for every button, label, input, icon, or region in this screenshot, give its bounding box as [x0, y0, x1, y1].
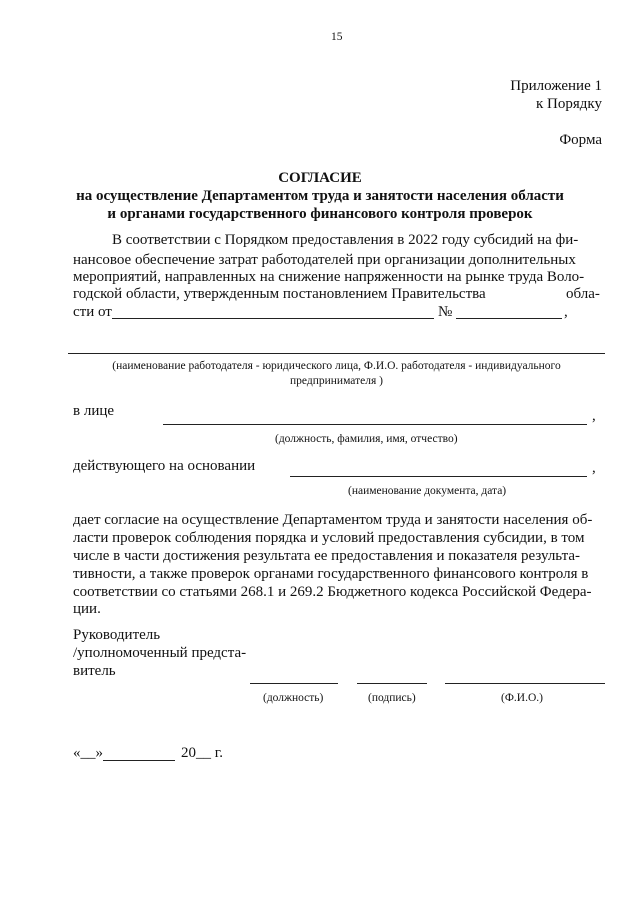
employer-caption-1: (наименование работодателя - юридического лица, Ф.И.О. работодателя - индивидуального	[112, 360, 561, 372]
number-sign: №	[438, 304, 453, 320]
in-person-caption: (должность, фамилия, имя, отчество)	[275, 433, 458, 445]
intro-line-3: мероприятий, направленных на снижение напряженности на рынке труда Воло-	[73, 269, 585, 285]
signatory-line-1: Руководитель	[73, 627, 161, 643]
employer-name-line	[68, 353, 605, 354]
in-person-comma: ,	[592, 408, 596, 424]
basis-comma: ,	[592, 460, 596, 476]
page-number: 15	[331, 31, 343, 43]
intro-line-4-end: обла-	[566, 286, 600, 302]
date-day: «__»	[73, 745, 103, 761]
basis-caption: (наименование документа, дата)	[348, 485, 507, 497]
in-person-line	[163, 424, 587, 425]
title-subline-2: и органами государственного финансового контроля проверок	[107, 206, 533, 222]
intro-comma: ,	[564, 304, 568, 320]
position-caption: (должность)	[263, 692, 324, 704]
intro-line-1: В соответствии с Порядком предоставления в 2022 году субсидий на фи-	[112, 232, 579, 248]
intro-line-5-prefix: сти от	[73, 304, 112, 320]
intro-line-2: нансовое обеспечение затрат работодателей при организации дополнительных	[73, 252, 576, 268]
appendix-label: Приложение 1	[510, 78, 602, 94]
employer-caption-2: предпринимателя )	[290, 375, 383, 387]
basis-label: действующего на основании	[73, 458, 256, 474]
title-subline-1: на осуществление Департаментом труда и занятости населения области	[76, 188, 564, 204]
date-year: 20__ г.	[181, 745, 223, 761]
to-order-label: к Порядку	[536, 96, 602, 112]
document-title: СОГЛАСИЕ	[278, 170, 362, 186]
consent-line-6: ции.	[73, 601, 101, 617]
signature-caption: (подпись)	[368, 692, 416, 704]
form-label: Форма	[559, 132, 602, 148]
basis-line	[290, 476, 587, 477]
in-person-label: в лице	[73, 403, 115, 419]
full-name-line	[445, 683, 605, 684]
signatory-line-2: /уполномоченный предста-	[73, 645, 247, 661]
position-line	[250, 683, 338, 684]
date-month-blank	[103, 760, 175, 761]
decree-date-blank	[112, 318, 434, 319]
signatory-line-3: витель	[73, 663, 116, 679]
consent-line-4: тивности, а также проверок органами государственного финансового контроля в	[73, 566, 589, 582]
consent-line-1: дает согласие на осуществление Департаментом труда и занятости населения об-	[73, 512, 593, 528]
full-name-caption: (Ф.И.О.)	[501, 692, 543, 704]
intro-line-4: годской области, утвержденным постановлением Правительства	[73, 286, 486, 302]
consent-line-3: числе в части достижения результата ее предоставления и показателя результа-	[73, 548, 580, 564]
decree-number-blank	[456, 318, 562, 319]
consent-line-5: соответствии со статьями 268.1 и 269.2 Бюджетного кодекса Российской Федера-	[73, 584, 592, 600]
consent-line-2: ласти проверок соблюдения порядка и условий предоставления субсидии, в том	[73, 530, 585, 546]
signature-line	[357, 683, 427, 684]
